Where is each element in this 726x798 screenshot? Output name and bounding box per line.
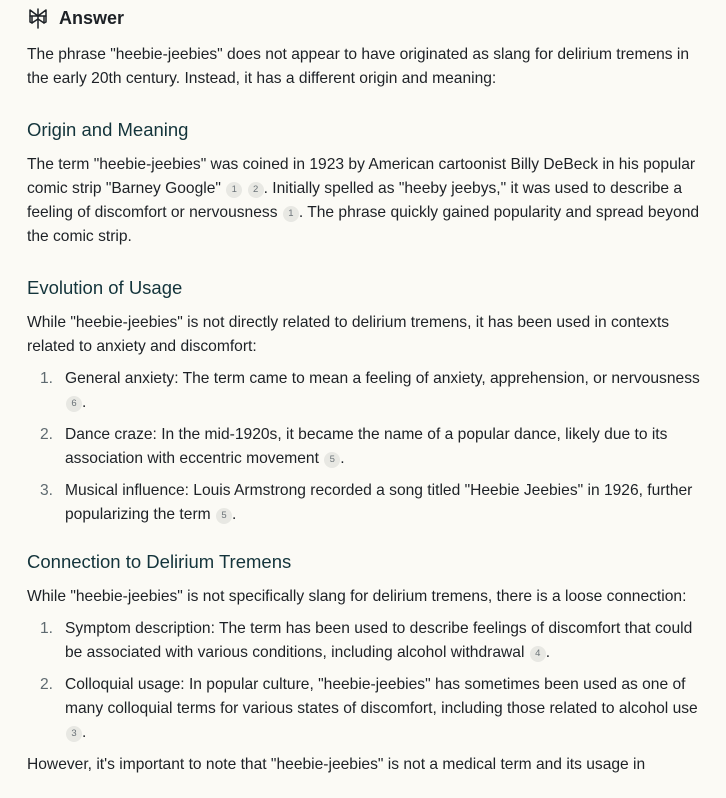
origin-heading: Origin and Meaning	[27, 119, 189, 140]
list-item-end: .	[231, 506, 237, 523]
list-item-end: .	[545, 644, 551, 661]
list-number: 2.	[40, 426, 54, 443]
list-number: 1.	[40, 370, 54, 387]
citation-badge[interactable]: 4	[530, 646, 546, 662]
answer-header	[27, 6, 707, 30]
evolution-intro: While "heebie-jeebies" is not directly related to delirium tremens, it has been used in contexts related to anxiety and discomfort:	[27, 314, 670, 355]
answer-title: Answer	[59, 7, 125, 28]
citation-badge[interactable]: 2	[248, 182, 264, 198]
origin-text-a: The term "heebie-jeebies" was coined in 1923 by American cartoonist Billy DeBeck in his popular comic strip "Barney Google"	[27, 156, 696, 197]
list-number: 2.	[40, 676, 54, 693]
origin-paragraph	[27, 153, 707, 249]
list-item	[27, 423, 707, 471]
answer-panel	[27, 6, 707, 777]
list-item-text: Colloquial usage: In popular culture, "heebie-jeebies" has sometimes been used as one of many colloquial terms for various states of discomfort, including those related to alcohol use	[65, 676, 698, 717]
list-item-end: .	[82, 394, 87, 411]
connection-intro: While "heebie-jeebies" is not specifically slang for delirium tremens, there is a loose connection:	[27, 588, 687, 605]
list-number: 1.	[40, 620, 54, 637]
citation-badge[interactable]: 3	[66, 726, 82, 742]
intro-paragraph: The phrase "heebie-jeebies" does not appear to have originated as slang for delirium tremens in the early 20th century. Instead, it has a different origin and meaning:	[27, 46, 690, 87]
list-item-end: .	[82, 724, 87, 741]
citation-badge[interactable]: 6	[66, 396, 82, 412]
citation-badge[interactable]: 5	[324, 452, 340, 468]
list-item-text: Dance craze: In the mid-1920s, it became the name of a popular dance, likely due to its association with eccentric movement	[65, 426, 668, 467]
list-item	[27, 479, 707, 527]
list-item-text: Symptom description: The term has been used to describe feelings of discomfort that could be associated with various conditions, including alcohol withdrawal	[65, 620, 693, 661]
list-item	[27, 367, 707, 415]
evolution-heading: Evolution of Usage	[27, 277, 183, 298]
connection-heading: Connection to Delirium Tremens	[27, 551, 292, 572]
origin-text-b: . Initially spelled as "heeby jeebys," it was used to describe a feeling of discomfort or nervousness	[27, 180, 683, 221]
connection-list	[27, 617, 707, 745]
citation-badge[interactable]: 5	[216, 508, 232, 524]
citation-badge[interactable]: 1	[283, 206, 299, 222]
list-item-end: .	[340, 450, 345, 467]
list-item	[27, 617, 707, 665]
perplexity-logo-icon	[27, 7, 49, 29]
list-item	[27, 673, 707, 745]
citation-badge[interactable]: 1	[226, 182, 242, 198]
evolution-list	[27, 367, 707, 527]
list-item-text: Musical influence: Louis Armstrong recorded a song titled "Heebie Jeebies" in 1926, further popularizing the term	[65, 482, 693, 523]
origin-text-c: . The phrase quickly gained popularity and spread beyond the comic strip.	[27, 204, 700, 245]
list-number: 3.	[40, 482, 54, 499]
closing-paragraph: However, it's important to note that "heebie-jeebies" is not a medical term and its usage in	[27, 756, 646, 773]
list-item-text: General anxiety: The term came to mean a feeling of anxiety, apprehension, or nervousness	[65, 370, 700, 387]
